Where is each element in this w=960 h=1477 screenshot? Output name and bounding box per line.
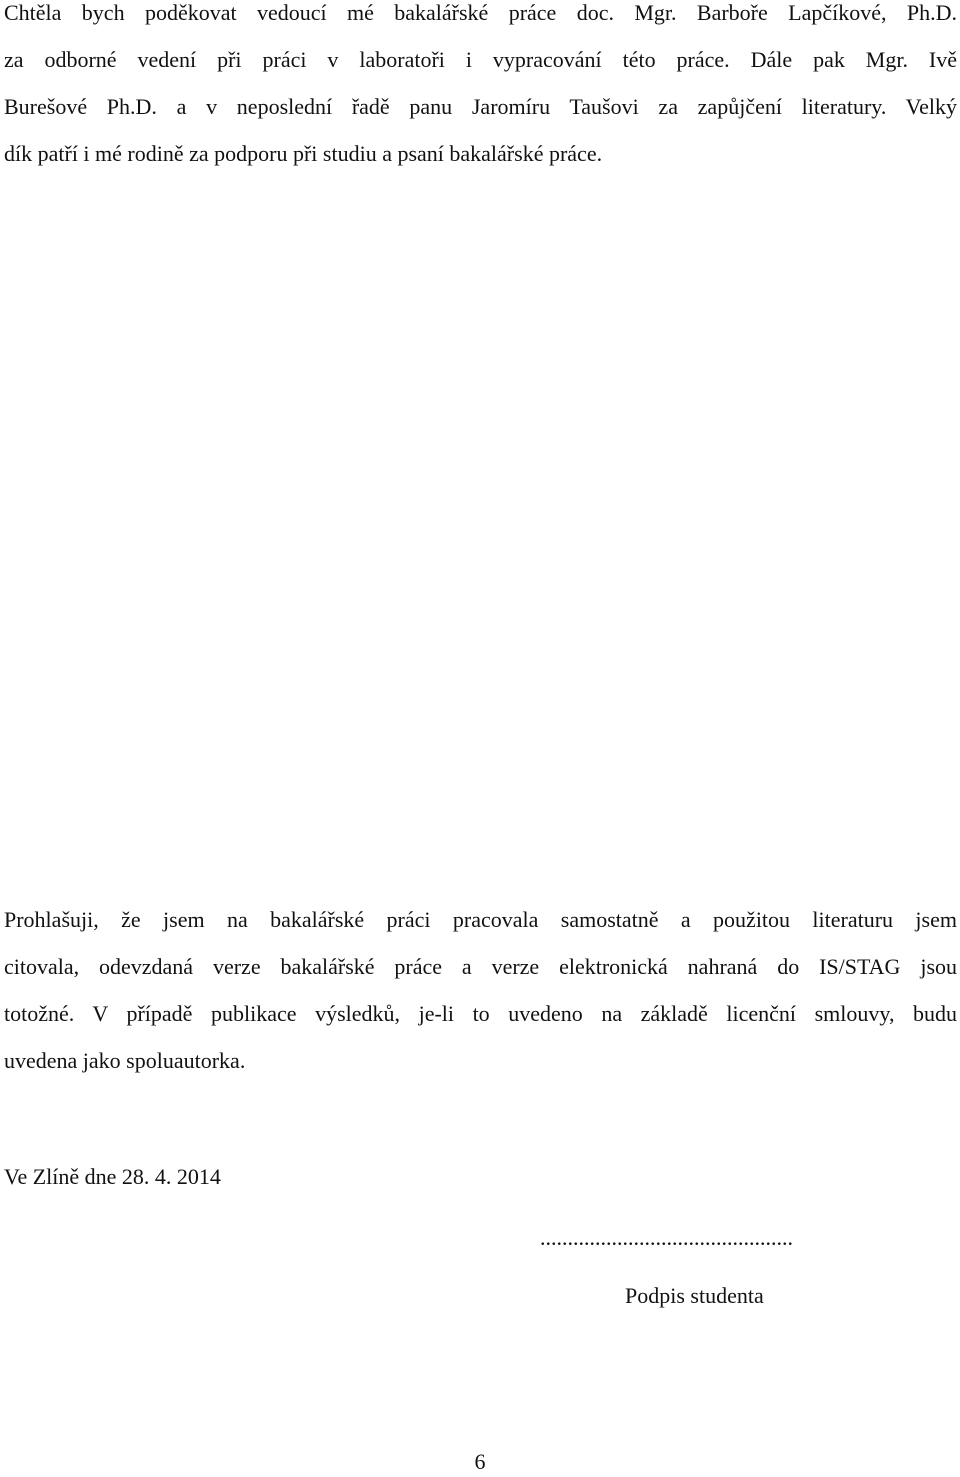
signature-line: .............................................. (540, 1225, 793, 1250)
declaration-line: totožné. V případě publikace výsledků, je-li to uvedeno na základě licenční smlouvy, budu (4, 1001, 957, 1026)
signature-label: Podpis studenta (625, 1283, 764, 1308)
page-number: 6 (474, 1449, 486, 1474)
declaration-line: uvedena jako spoluautorka. (4, 1048, 246, 1073)
acknowledgement-line: za odborné vedení při práci v laboratoři i vypracování této práce. Dále pak Mgr. Ivě (4, 47, 957, 72)
declaration-line: Prohlašuji, že jsem na bakalářské práci pracovala samostatně a použitou literaturu jsem (4, 907, 957, 932)
acknowledgement-line: Chtěla bych poděkovat vedoucí mé bakalářské práce doc. Mgr. Barboře Lapčíkové, Ph.D. (4, 0, 957, 25)
declaration-line: citovala, odevzdaná verze bakalářské práce a verze elektronická nahraná do IS/STAG jsou (4, 954, 957, 979)
place-and-date: Ve Zlíně dne 28. 4. 2014 (4, 1164, 221, 1189)
acknowledgement-paragraph (4, 0, 957, 177)
acknowledgement-line: Burešové Ph.D. a v neposlední řadě panu Jaromíru Taušovi za zapůjčení literatury. Velký (4, 94, 957, 119)
acknowledgement-line: dík patří i mé rodině za podporu při studiu a psaní bakalářské práce. (4, 141, 603, 166)
declaration-paragraph (4, 896, 957, 1084)
